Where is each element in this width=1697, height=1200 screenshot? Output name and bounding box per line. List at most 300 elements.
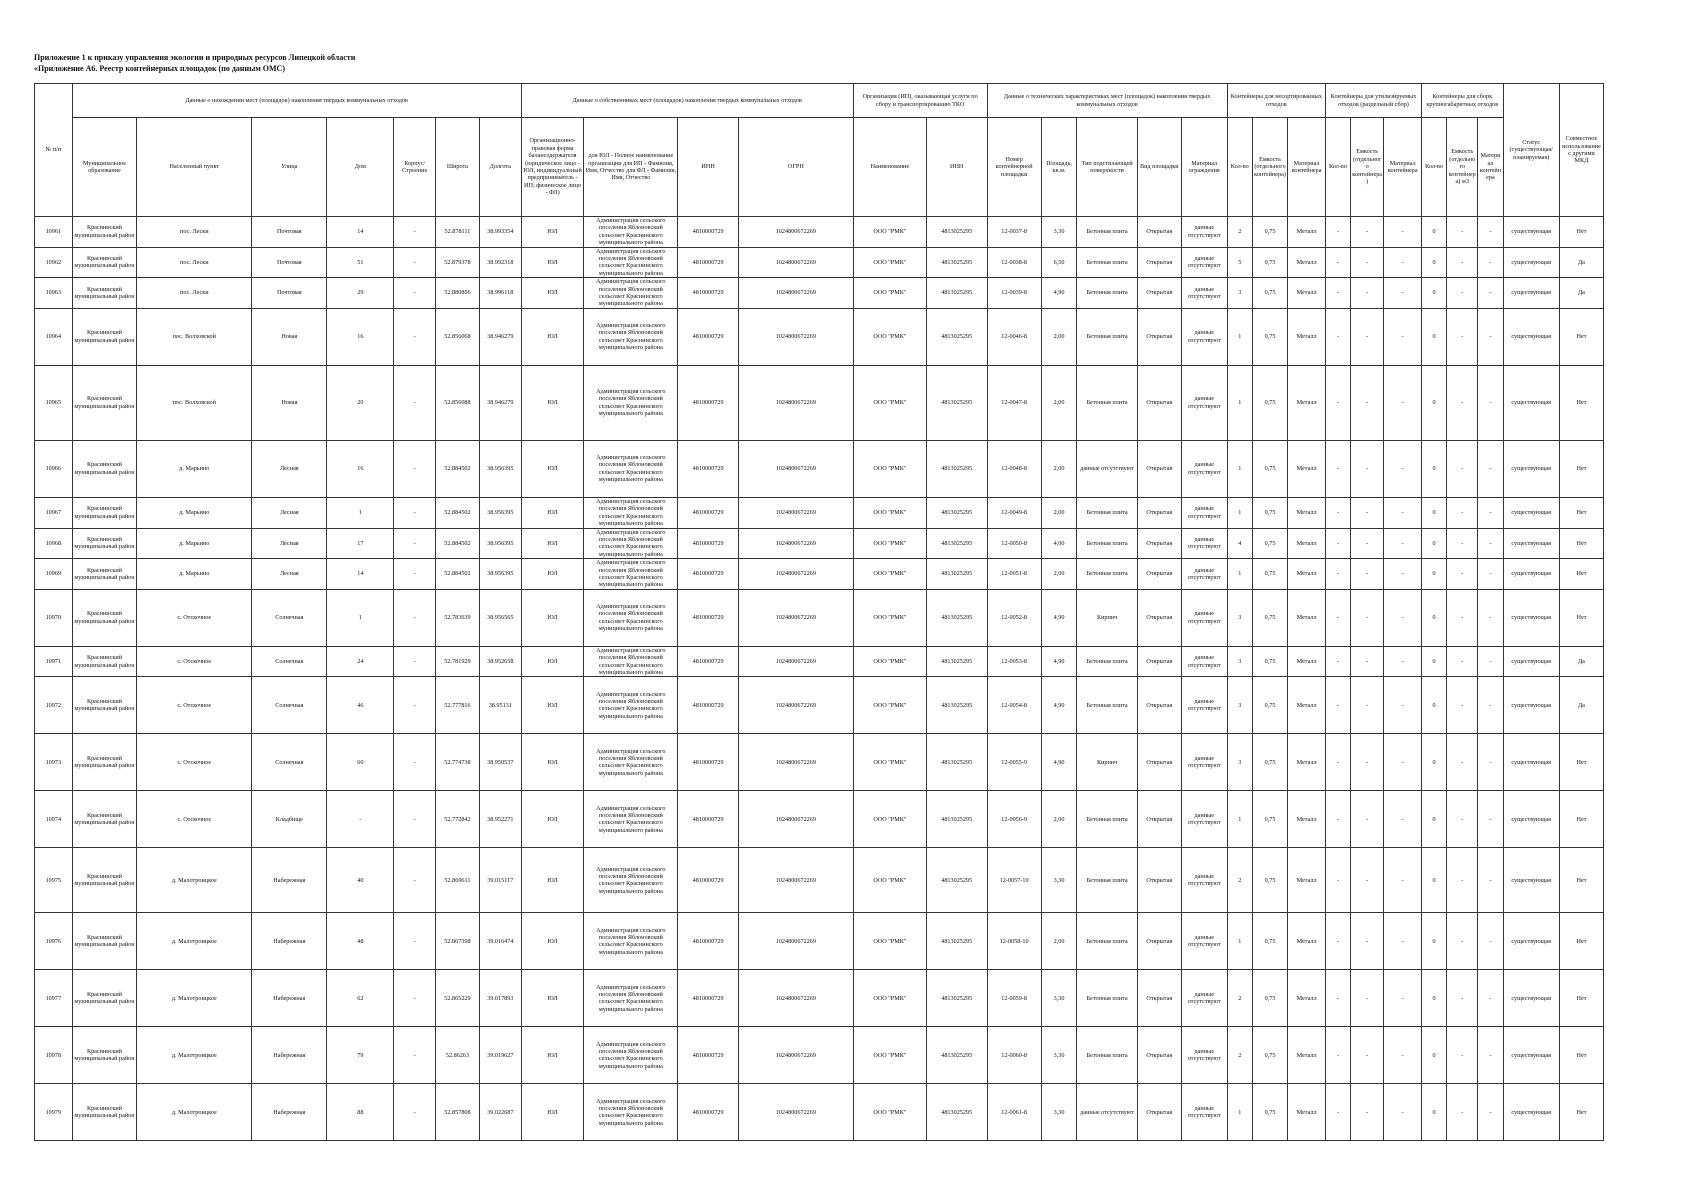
cell-street: Новая: [252, 308, 327, 365]
table-row: [35, 913, 1604, 970]
cell-v2: -: [1350, 1084, 1383, 1141]
cell-org: ООО "РМК": [853, 913, 926, 970]
cell-korp: -: [394, 308, 436, 365]
cell-form: ЮЛ: [521, 848, 584, 913]
cell-form: ЮЛ: [521, 913, 584, 970]
table-row: [35, 440, 1604, 497]
cell-v1: 0,75: [1252, 913, 1288, 970]
cell-house: 1: [327, 497, 394, 528]
cell-form: ЮЛ: [521, 247, 584, 278]
cell-form: ЮЛ: [521, 278, 584, 309]
cell-m1: Металл: [1288, 848, 1326, 913]
cell-kind: Открытая: [1137, 791, 1181, 848]
header-group-bulky-containers: Контейнеры для сборк крупногабаритных отходов: [1422, 84, 1503, 118]
cell-korp: -: [394, 217, 436, 248]
cell-np: пос. Волховской: [137, 365, 252, 440]
cell-shared: Нет: [1559, 217, 1603, 248]
cell-inn: 4810000729: [678, 308, 739, 365]
cell-m1: Металл: [1288, 278, 1326, 309]
cell-ogrn: 1024800672269: [738, 308, 853, 365]
cell-lat: 52.777816: [436, 677, 480, 734]
cell-q3: 0: [1422, 440, 1447, 497]
cell-m3: -: [1478, 440, 1503, 497]
cell-kind: Открытая: [1137, 497, 1181, 528]
cell-street: Набережная: [252, 970, 327, 1027]
cell-street: Лесная: [252, 497, 327, 528]
cell-org: ООО "РМК": [853, 1027, 926, 1084]
cell-lon: 38.952658: [479, 646, 521, 677]
cell-street: Лесная: [252, 559, 327, 590]
cell-q3: 0: [1422, 528, 1447, 559]
cell-street: Набережная: [252, 1084, 327, 1141]
cell-org: ООО "РМК": [853, 278, 926, 309]
cell-m1: Металл: [1288, 791, 1326, 848]
cell-m3: -: [1478, 497, 1503, 528]
cell-status: существующая: [1503, 646, 1559, 677]
header-column-row: [35, 118, 1604, 217]
cell-area: 2,00: [1041, 559, 1077, 590]
cell-site: 12-0049-8: [987, 497, 1041, 528]
cell-shared: Нет: [1559, 970, 1603, 1027]
cell-kind: Открытая: [1137, 278, 1181, 309]
cell-status: существующая: [1503, 1084, 1559, 1141]
cell-v2: -: [1350, 677, 1383, 734]
cell-v3: -: [1447, 1084, 1478, 1141]
cell-org_inn: 4813025295: [926, 677, 987, 734]
cell-n: 10971: [35, 646, 73, 677]
cell-shared: Нет: [1559, 559, 1603, 590]
cell-fence: данные отсутствуют: [1181, 365, 1227, 440]
cell-lat: 52.857808: [436, 1084, 480, 1141]
cell-status: существующая: [1503, 791, 1559, 848]
cell-status: существующая: [1503, 1027, 1559, 1084]
cell-lat: 52.884502: [436, 528, 480, 559]
cell-lon: 39.017893: [479, 970, 521, 1027]
cell-v2: -: [1350, 559, 1383, 590]
cell-np: с. Отскочное: [137, 791, 252, 848]
table-row: [35, 559, 1604, 590]
cell-v2: -: [1350, 497, 1383, 528]
cell-n: 10966: [35, 440, 73, 497]
cell-np: д. Малотроицкое: [137, 913, 252, 970]
cell-form: ЮЛ: [521, 440, 584, 497]
cell-surface: данные отсутствуют: [1077, 1084, 1138, 1141]
cell-street: Солнечная: [252, 589, 327, 646]
cell-kind: Открытая: [1137, 734, 1181, 791]
cell-org: ООО "РМК": [853, 497, 926, 528]
cell-lon: 38.946279: [479, 308, 521, 365]
cell-np: пос. Лески: [137, 247, 252, 278]
cell-surface: Бетонная плита: [1077, 970, 1138, 1027]
cell-q2: -: [1325, 278, 1350, 309]
cell-m1: Металл: [1288, 559, 1326, 590]
cell-korp: -: [394, 278, 436, 309]
cell-site: 12-0037-8: [987, 217, 1041, 248]
cell-lon: 38.996118: [479, 278, 521, 309]
cell-mo: Краснинский муниципальный район: [72, 791, 137, 848]
cell-q3: 0: [1422, 913, 1447, 970]
cell-m2: -: [1384, 734, 1422, 791]
cell-m3: -: [1478, 791, 1503, 848]
cell-lat: 52.856068: [436, 308, 480, 365]
cell-q2: -: [1325, 528, 1350, 559]
cell-m1: Металл: [1288, 1084, 1326, 1141]
cell-n: 10978: [35, 1027, 73, 1084]
cell-mo: Краснинский муниципальный район: [72, 1084, 137, 1141]
cell-m3: -: [1478, 677, 1503, 734]
cell-area: 3,30: [1041, 970, 1077, 1027]
cell-status: существующая: [1503, 559, 1559, 590]
cell-v3: -: [1447, 734, 1478, 791]
cell-ogrn: 1024800672269: [738, 646, 853, 677]
cell-owner: Администрация сельского поселения Яблоновский сельсовет Краснинского муниципального района: [584, 559, 678, 590]
cell-status: существующая: [1503, 677, 1559, 734]
cell-org_inn: 4813025295: [926, 528, 987, 559]
cell-inn: 4810000729: [678, 365, 739, 440]
cell-form: ЮЛ: [521, 217, 584, 248]
cell-q3: 0: [1422, 559, 1447, 590]
cell-fence: данные отсутствуют: [1181, 440, 1227, 497]
cell-lat: 52.856088: [436, 365, 480, 440]
cell-house: 16: [327, 440, 394, 497]
cell-mo: Краснинский муниципальный район: [72, 247, 137, 278]
cell-form: ЮЛ: [521, 970, 584, 1027]
header-group-row: [35, 84, 1604, 118]
cell-q3: 0: [1422, 278, 1447, 309]
cell-shared: Да: [1559, 278, 1603, 309]
cell-owner: Администрация сельского поселения Яблоновский сельсовет Краснинского муниципального района: [584, 791, 678, 848]
cell-area: 4,90: [1041, 278, 1077, 309]
cell-inn: 4810000729: [678, 970, 739, 1027]
cell-site: 12-0050-8: [987, 528, 1041, 559]
cell-status: существующая: [1503, 734, 1559, 791]
cell-korp: -: [394, 589, 436, 646]
cell-m2: -: [1384, 589, 1422, 646]
cell-form: ЮЛ: [521, 734, 584, 791]
cell-surface: Бетонная плита: [1077, 913, 1138, 970]
cell-surface: Бетонная плита: [1077, 559, 1138, 590]
cell-owner: Администрация сельского поселения Яблоновский сельсовет Краснинского муниципального района: [584, 913, 678, 970]
cell-v2: -: [1350, 247, 1383, 278]
cell-mo: Краснинский муниципальный район: [72, 913, 137, 970]
registry-rows: [35, 217, 1604, 1141]
cell-kind: Открытая: [1137, 848, 1181, 913]
cell-area: 4,90: [1041, 646, 1077, 677]
cell-m1: Металл: [1288, 308, 1326, 365]
cell-form: ЮЛ: [521, 646, 584, 677]
cell-inn: 4810000729: [678, 217, 739, 248]
cell-lon: 39.016474: [479, 913, 521, 970]
cell-org_inn: 4813025295: [926, 247, 987, 278]
cell-v3: -: [1447, 365, 1478, 440]
cell-form: ЮЛ: [521, 559, 584, 590]
cell-area: 3,30: [1041, 217, 1077, 248]
cell-lat: 52.86263: [436, 1027, 480, 1084]
cell-shared: Да: [1559, 646, 1603, 677]
cell-owner: Администрация сельского поселения Яблоновский сельсовет Краснинского муниципального района: [584, 497, 678, 528]
cell-surface: данные отсутствуют: [1077, 440, 1138, 497]
cell-ogrn: 1024800672269: [738, 1084, 853, 1141]
cell-area: 4,90: [1041, 677, 1077, 734]
cell-ogrn: 1024800672269: [738, 217, 853, 248]
cell-kind: Открытая: [1137, 589, 1181, 646]
cell-site: 12-0056-9: [987, 791, 1041, 848]
cell-korp: -: [394, 970, 436, 1027]
cell-org: ООО "РМК": [853, 1084, 926, 1141]
cell-m3: -: [1478, 1084, 1503, 1141]
cell-v1: 0,75: [1252, 1027, 1288, 1084]
cell-area: 4,90: [1041, 734, 1077, 791]
cell-ogrn: 1024800672269: [738, 247, 853, 278]
cell-area: 3,30: [1041, 1084, 1077, 1141]
cell-mo: Краснинский муниципальный район: [72, 1027, 137, 1084]
cell-owner: Администрация сельского поселения Яблоновский сельсовет Краснинского муниципального района: [584, 677, 678, 734]
cell-house: 14: [327, 559, 394, 590]
cell-shared: Нет: [1559, 440, 1603, 497]
column-header: Кол-во: [1227, 118, 1252, 217]
cell-q3: 0: [1422, 1084, 1447, 1141]
cell-lon: 38.956565: [479, 589, 521, 646]
cell-m2: -: [1384, 1084, 1422, 1141]
cell-v1: 0,75: [1252, 589, 1288, 646]
cell-lat: 52.781929: [436, 646, 480, 677]
cell-org_inn: 4813025295: [926, 497, 987, 528]
cell-lon: 38.956395: [479, 440, 521, 497]
cell-lat: 52.879378: [436, 247, 480, 278]
cell-surface: Кирпич: [1077, 734, 1138, 791]
cell-q2: -: [1325, 589, 1350, 646]
cell-m3: -: [1478, 848, 1503, 913]
cell-owner: Администрация сельского поселения Яблоновский сельсовет Краснинского муниципального района: [584, 970, 678, 1027]
cell-street: Солнечная: [252, 677, 327, 734]
cell-n: 10972: [35, 677, 73, 734]
cell-fence: данные отсутствуют: [1181, 734, 1227, 791]
cell-np: пос. Лески: [137, 217, 252, 248]
cell-v3: -: [1447, 1027, 1478, 1084]
cell-v3: -: [1447, 646, 1478, 677]
column-header: Дом: [327, 118, 394, 217]
cell-house: 88: [327, 1084, 394, 1141]
cell-kind: Открытая: [1137, 1084, 1181, 1141]
cell-v3: -: [1447, 848, 1478, 913]
cell-m3: -: [1478, 365, 1503, 440]
cell-n: 10969: [35, 559, 73, 590]
cell-surface: Бетонная плита: [1077, 365, 1138, 440]
cell-m3: -: [1478, 217, 1503, 248]
cell-v3: -: [1447, 308, 1478, 365]
cell-fence: данные отсутствуют: [1181, 1084, 1227, 1141]
cell-house: 14: [327, 217, 394, 248]
cell-shared: Нет: [1559, 589, 1603, 646]
cell-n: 10977: [35, 970, 73, 1027]
cell-m1: Металл: [1288, 677, 1326, 734]
cell-m1: Металл: [1288, 913, 1326, 970]
table-row: [35, 217, 1604, 248]
cell-v2: -: [1350, 528, 1383, 559]
column-header: Кол-во: [1422, 118, 1447, 217]
cell-kind: Открытая: [1137, 1027, 1181, 1084]
cell-org_inn: 4813025295: [926, 1027, 987, 1084]
cell-m2: -: [1384, 308, 1422, 365]
cell-status: существующая: [1503, 440, 1559, 497]
column-header: Материал ограждения: [1181, 118, 1227, 217]
cell-v2: -: [1350, 646, 1383, 677]
cell-org: ООО "РМК": [853, 365, 926, 440]
column-header: Корпус/Строение: [394, 118, 436, 217]
header-group-tech: Данные о технических характеристиках мест (площадок) накопления твердых коммунальных отходов: [987, 84, 1227, 118]
cell-street: Лесная: [252, 528, 327, 559]
cell-m2: -: [1384, 278, 1422, 309]
cell-m3: -: [1478, 528, 1503, 559]
cell-lat: 52.884502: [436, 440, 480, 497]
cell-org: ООО "РМК": [853, 528, 926, 559]
cell-m2: -: [1384, 913, 1422, 970]
cell-v1: 0,75: [1252, 497, 1288, 528]
cell-area: 4,90: [1041, 589, 1077, 646]
cell-lat: 52.878111: [436, 217, 480, 248]
cell-fence: данные отсутствуют: [1181, 217, 1227, 248]
cell-v3: -: [1447, 247, 1478, 278]
cell-lat: 52.884502: [436, 559, 480, 590]
cell-fence: данные отсутствуют: [1181, 791, 1227, 848]
cell-shared: Нет: [1559, 1084, 1603, 1141]
cell-korp: -: [394, 497, 436, 528]
cell-status: существующая: [1503, 497, 1559, 528]
cell-m2: -: [1384, 440, 1422, 497]
container-site-registry-table: [34, 83, 1604, 1141]
cell-lon: 38.95131: [479, 677, 521, 734]
cell-house: 40: [327, 848, 394, 913]
table-row: [35, 278, 1604, 309]
cell-q3: 0: [1422, 589, 1447, 646]
cell-site: 12-0057-10: [987, 848, 1041, 913]
cell-street: Набережная: [252, 1027, 327, 1084]
cell-m3: -: [1478, 559, 1503, 590]
cell-v2: -: [1350, 217, 1383, 248]
cell-m3: -: [1478, 278, 1503, 309]
cell-v2: -: [1350, 589, 1383, 646]
cell-n: 10961: [35, 217, 73, 248]
cell-m2: -: [1384, 217, 1422, 248]
cell-owner: Администрация сельского поселения Яблоновский сельсовет Краснинского муниципального района: [584, 589, 678, 646]
cell-v1: 0,75: [1252, 365, 1288, 440]
cell-house: 24: [327, 646, 394, 677]
cell-site: 12-0055-9: [987, 734, 1041, 791]
cell-v3: -: [1447, 589, 1478, 646]
cell-owner: Администрация сельского поселения Яблоновский сельсовет Краснинского муниципального района: [584, 440, 678, 497]
cell-q2: -: [1325, 217, 1350, 248]
cell-shared: Да: [1559, 677, 1603, 734]
header-line-2: «Приложение А6. Реестр контейнерных площадок (по данным ОМС): [34, 64, 285, 73]
cell-inn: 4810000729: [678, 589, 739, 646]
cell-m2: -: [1384, 677, 1422, 734]
cell-area: 2,00: [1041, 497, 1077, 528]
cell-q2: -: [1325, 1084, 1350, 1141]
cell-house: 29: [327, 278, 394, 309]
cell-status: существующая: [1503, 528, 1559, 559]
cell-surface: Бетонная плита: [1077, 497, 1138, 528]
cell-lat: 52.783639: [436, 589, 480, 646]
cell-np: д. Малотроицкое: [137, 848, 252, 913]
cell-inn: 4810000729: [678, 848, 739, 913]
cell-site: 12-0046-8: [987, 308, 1041, 365]
cell-korp: -: [394, 365, 436, 440]
cell-lon: 38.950537: [479, 734, 521, 791]
cell-m1: Металл: [1288, 589, 1326, 646]
cell-org_inn: 4813025295: [926, 791, 987, 848]
cell-house: 16: [327, 308, 394, 365]
cell-mo: Краснинский муниципальный район: [72, 677, 137, 734]
column-header: ОГРН: [738, 118, 853, 217]
cell-n: 10970: [35, 589, 73, 646]
table-row: [35, 589, 1604, 646]
cell-ogrn: 1024800672269: [738, 440, 853, 497]
cell-ogrn: 1024800672269: [738, 791, 853, 848]
cell-area: 2,00: [1041, 365, 1077, 440]
cell-org: ООО "РМК": [853, 677, 926, 734]
cell-v2: -: [1350, 970, 1383, 1027]
cell-v1: 0,75: [1252, 646, 1288, 677]
cell-inn: 4810000729: [678, 1027, 739, 1084]
cell-inn: 4810000729: [678, 791, 739, 848]
cell-org: ООО "РМК": [853, 734, 926, 791]
cell-inn: 4810000729: [678, 1084, 739, 1141]
cell-korp: -: [394, 913, 436, 970]
cell-lat: 52.869611: [436, 848, 480, 913]
cell-inn: 4810000729: [678, 528, 739, 559]
cell-owner: Администрация сельского поселения Яблоновский сельсовет Краснинского муниципального района: [584, 1027, 678, 1084]
cell-v1: 0,75: [1252, 308, 1288, 365]
cell-area: 2,00: [1041, 913, 1077, 970]
cell-m3: -: [1478, 734, 1503, 791]
cell-site: 12-0059-8: [987, 970, 1041, 1027]
cell-kind: Открытая: [1137, 365, 1181, 440]
cell-v3: -: [1447, 970, 1478, 1027]
cell-status: существующая: [1503, 365, 1559, 440]
cell-mo: Краснинский муниципальный район: [72, 440, 137, 497]
cell-form: ЮЛ: [521, 528, 584, 559]
cell-org_inn: 4813025295: [926, 913, 987, 970]
cell-area: 3,30: [1041, 1027, 1077, 1084]
cell-org_inn: 4813025295: [926, 308, 987, 365]
cell-v2: -: [1350, 365, 1383, 440]
cell-m1: Металл: [1288, 646, 1326, 677]
cell-n: 10976: [35, 913, 73, 970]
cell-house: 51: [327, 247, 394, 278]
cell-korp: -: [394, 440, 436, 497]
cell-lon: 38.956395: [479, 559, 521, 590]
header-group-recycled-containers: Контейнеры для утилизируемых отходов (раздельный сбор): [1325, 84, 1421, 118]
cell-fence: данные отсутствуют: [1181, 848, 1227, 913]
cell-area: 6,50: [1041, 247, 1077, 278]
cell-m1: Металл: [1288, 217, 1326, 248]
cell-form: ЮЛ: [521, 1084, 584, 1141]
cell-v2: -: [1350, 278, 1383, 309]
header-group-owner: Данные о собственниках мест (площадок) накопления твердых коммунальных отходов: [521, 84, 853, 118]
cell-fence: данные отсутствуют: [1181, 913, 1227, 970]
cell-org: ООО "РМК": [853, 970, 926, 1027]
cell-inn: 4810000729: [678, 734, 739, 791]
cell-owner: Администрация сельского поселения Яблоновский сельсовет Краснинского муниципального района: [584, 646, 678, 677]
header-group-location: Данные о нахождении мест (площадок) накопления твердых коммунальных отходов: [72, 84, 521, 118]
table-row: [35, 528, 1604, 559]
cell-org: ООО "РМК": [853, 308, 926, 365]
cell-q2: -: [1325, 677, 1350, 734]
column-header: Улица: [252, 118, 327, 217]
cell-street: Новая: [252, 365, 327, 440]
cell-mo: Краснинский муниципальный район: [72, 365, 137, 440]
cell-q3: 0: [1422, 791, 1447, 848]
